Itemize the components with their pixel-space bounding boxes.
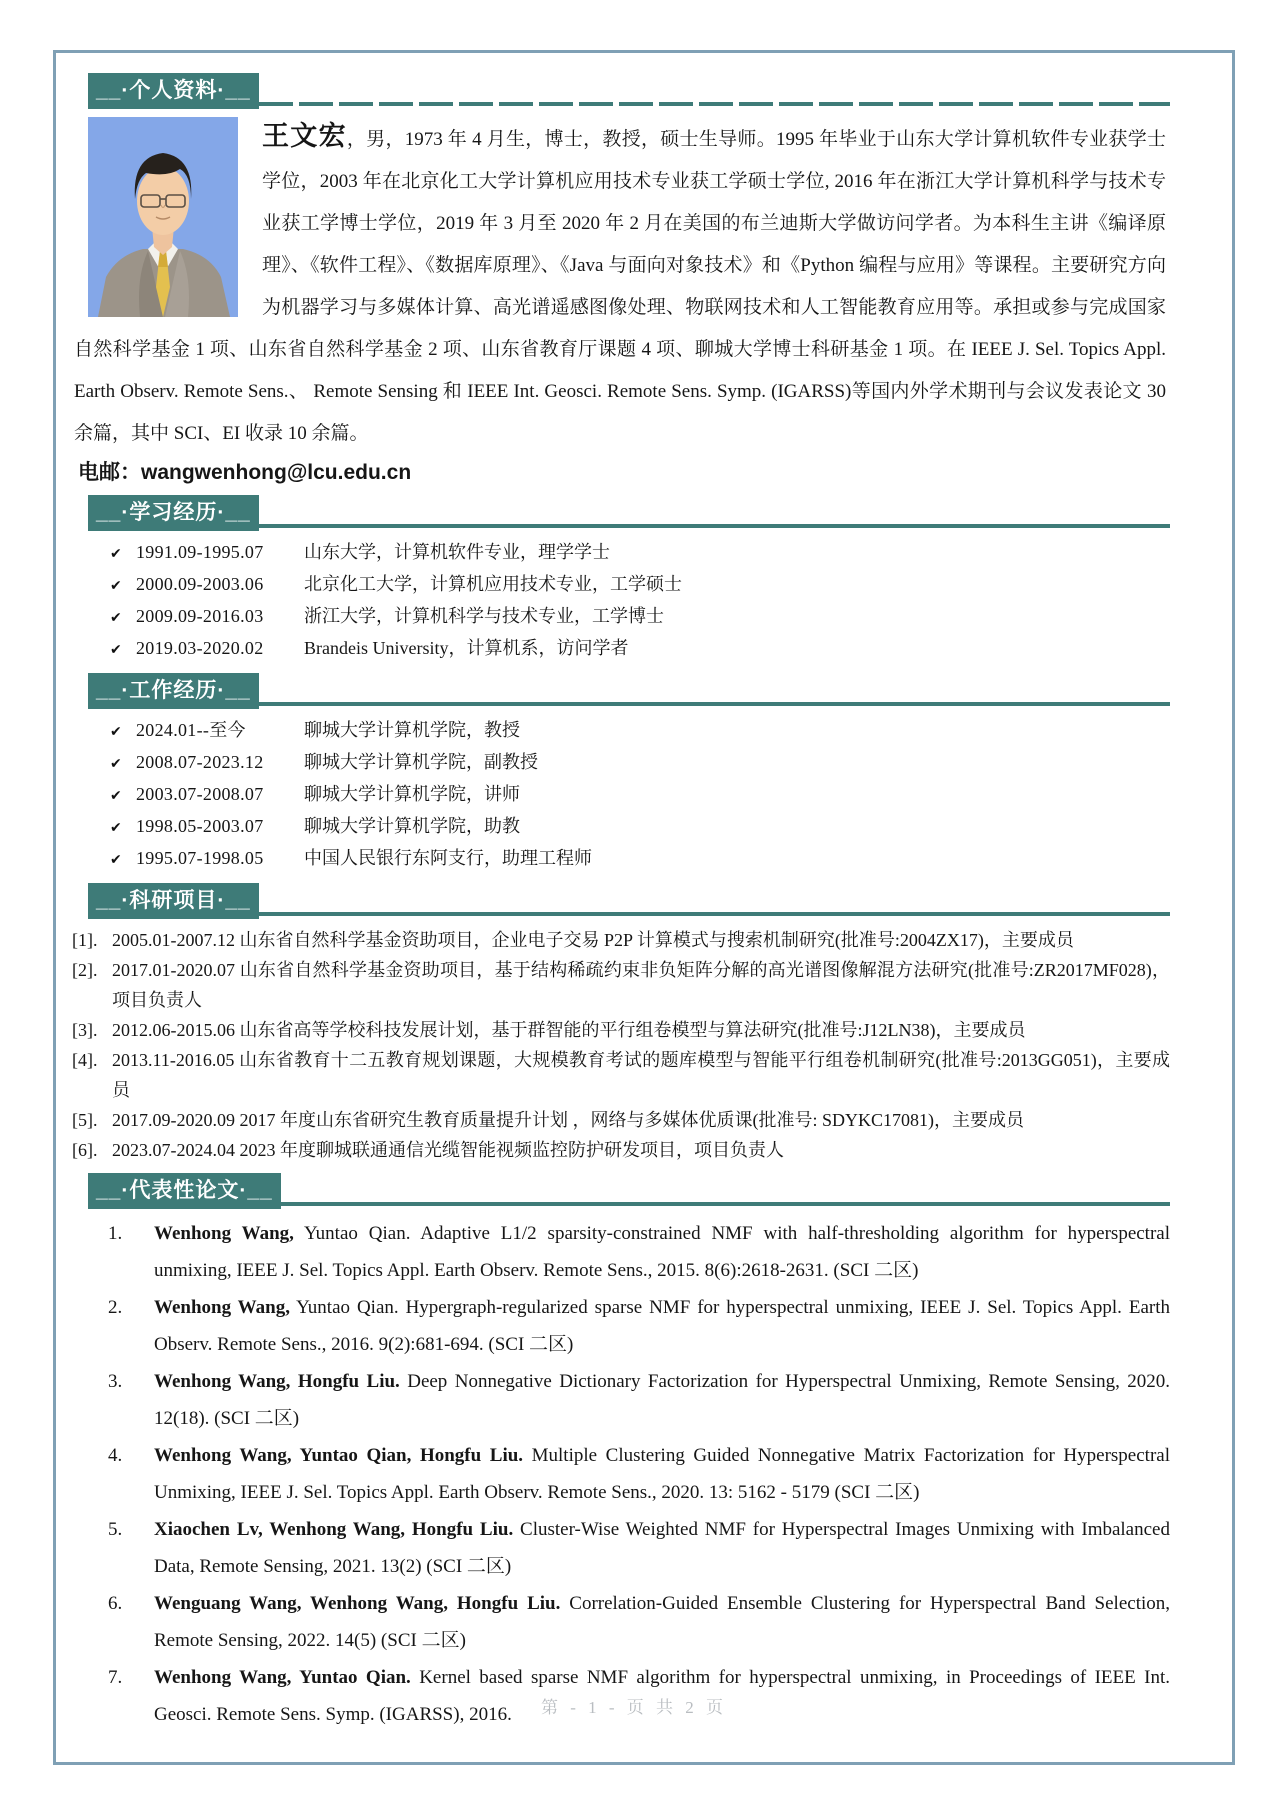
paper-citation <box>154 1215 1170 1289</box>
check-icon: ✔ <box>110 546 122 562</box>
education-row <box>70 633 1170 665</box>
project-text: 2013.11-2016.05 山东省教育十二五教育规划课题，大规模教育考试的题库模型与智能平行组卷机制研究(批准号:2013GG051)，主要成员 <box>112 1050 1170 1100</box>
work-desc: 中国人民银行东阿支行，助理工程师 <box>304 848 592 868</box>
paper-rest: Cluster-Wise Weighted NMF for Hyperspectral Images Unmixing with Imbalanced Data, Remote Sensing, 2021. 13(2) (SCI 二区) <box>154 1519 1170 1577</box>
education-period: 2009.09-2016.03 <box>136 606 264 626</box>
papers-list <box>70 1215 1170 1733</box>
section-header-projects <box>70 883 1170 919</box>
page-number-footer: 第 - 1 - 页 共 2 页 <box>540 1698 728 1717</box>
paper-rest: Multiple Clustering Guided Nonnegative Matrix Factorization for Hyperspectral Unmixing, IEEE J. Sel. Topics Appl. Earth Observ. Remote Sens., 2020. 13: 5162 - 5179 (SCI 二区) <box>154 1445 1170 1503</box>
section-header-work <box>70 673 1170 709</box>
project-row <box>70 1045 1170 1105</box>
education-desc: Brandeis University，计算机系，访问学者 <box>304 638 629 658</box>
paper-citation <box>154 1363 1170 1437</box>
paper-authors: Wenhong Wang, <box>154 1297 290 1318</box>
work-row <box>70 747 1170 779</box>
work-desc: 聊城大学计算机学院，教授 <box>304 720 520 740</box>
portrait-photo <box>88 117 238 317</box>
section-header-education <box>70 495 1170 531</box>
education-section-badge: __·学习经历·__ <box>88 495 259 531</box>
paper-citation <box>154 1289 1170 1363</box>
paper-row <box>70 1215 1170 1289</box>
papers-section-rule <box>281 1202 1170 1206</box>
projects-list <box>70 925 1170 1165</box>
paper-row <box>70 1585 1170 1659</box>
papers-section-badge: __·代表性论文·__ <box>88 1173 281 1209</box>
paper-rest: Kernel based sparse NMF algorithm for hyperspectral unmixing, in Proceedings of IEEE Int. Geosci. Remote Sens. Symp. (IGARSS), 2016. <box>154 1667 1170 1725</box>
paper-row <box>70 1437 1170 1511</box>
paper-rest: Correlation-Guided Ensemble Clustering for Hyperspectral Band Selection, Remote Sensing, 2022. 14(5) (SCI 二区) <box>154 1593 1171 1651</box>
email-line <box>78 457 1166 489</box>
paper-authors: Wenhong Wang, Hongfu Liu. <box>154 1371 400 1392</box>
paper-number: 7. <box>108 1667 123 1688</box>
profile-section-rule <box>259 102 1170 106</box>
work-row <box>70 715 1170 747</box>
check-icon: ✔ <box>110 820 122 836</box>
project-text: 2017.01-2020.07 山东省自然科学基金资助项目，基于结构稀疏约束非负矩阵分解的高光谱图像解混方法研究(批准号:ZR2017MF028)，项目负责人 <box>112 960 1170 1010</box>
work-period: 2024.01--至今 <box>136 720 246 740</box>
education-desc: 山东大学，计算机软件专业，理学学士 <box>304 542 610 562</box>
work-period: 2003.07-2008.07 <box>136 784 264 804</box>
profile-block <box>74 115 1166 489</box>
project-number: [6]. <box>72 1140 98 1160</box>
paper-authors: Wenhong Wang, Yuntao Qian, Hongfu Liu. <box>154 1445 524 1466</box>
paper-row <box>70 1363 1170 1437</box>
education-section-rule <box>259 524 1170 528</box>
work-desc: 聊城大学计算机学院，讲师 <box>304 784 520 804</box>
person-name: 王文宏 <box>262 121 347 151</box>
paper-authors: Wenhong Wang, <box>154 1223 294 1244</box>
education-period: 1991.09-1995.07 <box>136 542 264 562</box>
paper-row <box>70 1289 1170 1363</box>
project-text: 2012.06-2015.06 山东省高等学校科技发展计划，基于群智能的平行组卷模型与算法研究(批准号:J12LN38)，主要成员 <box>112 1020 1026 1040</box>
project-number: [5]. <box>72 1110 98 1130</box>
work-period: 2008.07-2023.12 <box>136 752 264 772</box>
check-icon: ✔ <box>110 610 122 626</box>
paper-citation <box>154 1585 1170 1659</box>
check-icon: ✔ <box>110 788 122 804</box>
work-row <box>70 843 1170 875</box>
project-text: 2023.07-2024.04 2023 年度聊城联通通信光缆智能视频监控防护研发项目，项目负责人 <box>112 1140 784 1160</box>
section-header-profile <box>70 73 1170 109</box>
work-list <box>70 715 1170 875</box>
page-border-frame <box>53 50 1235 1765</box>
email-address: wangwenhong@lcu.edu.cn <box>141 461 412 484</box>
work-desc: 聊城大学计算机学院，助教 <box>304 816 520 836</box>
paper-number: 1. <box>108 1223 123 1244</box>
paper-citation <box>154 1437 1170 1511</box>
education-period: 2019.03-2020.02 <box>136 638 264 658</box>
paper-number: 6. <box>108 1593 123 1614</box>
email-label: 电邮： <box>78 461 141 484</box>
paper-rest: Yuntao Qian. Hypergraph-regularized sparse NMF for hyperspectral unmixing, IEEE J. Sel. Topics Appl. Earth Observ. Remote Sens., 2016. 9(2):681-694. (SCI 二区) <box>154 1297 1170 1355</box>
project-number: [2]. <box>72 960 98 980</box>
bio-text: ，男，1973 年 4 月生，博士，教授，硕士生导师。1995 年毕业于山东大学计算机软件专业获学士学位，2003 年在北京化工大学计算机应用技术专业获工学硕士学位, 2016 年在浙江大学计算机科学与技术专业获工学博士学位，2019 年 3 月至 2020 年 2 月在美国的布兰迪斯大学做访问学者。为本科生主讲《编译原理》、《软件工程》、《数据库原理》、《Java 与面向对象技术》和《Python 编程与应用》等课程。主要研究方向为机器学习与多媒体计算、高光谱遥感图像处理、物联网技术和人工智能教育应用等。承担或参与完成国家自然科学基金 1 项、山东省自然科学基金 2 项、山东省教育厅课题 4 项、聊城大学博士科研基金 1 项。在 IEEE J. Sel. Topics Appl. Earth Observ. Remote Sens.、 Remote Sensing 和 IEEE Int. Geosci. Remote Sens. Symp. (IGARSS)等国内外学术期刊与会议发表论文 30 余篇，其中 SCI、EI 收录 10 余篇。 <box>74 129 1166 444</box>
education-desc: 浙江大学，计算机科学与技术专业，工学博士 <box>304 606 664 626</box>
education-desc: 北京化工大学，计算机应用技术专业，工学硕士 <box>304 574 682 594</box>
paper-number: 2. <box>108 1297 123 1318</box>
work-period: 1998.05-2003.07 <box>136 816 264 836</box>
check-icon: ✔ <box>110 578 122 594</box>
check-icon: ✔ <box>110 852 122 868</box>
paper-number: 3. <box>108 1371 123 1392</box>
work-section-badge: __·工作经历·__ <box>88 673 259 709</box>
work-desc: 聊城大学计算机学院，副教授 <box>304 752 538 772</box>
paper-citation <box>154 1511 1170 1585</box>
work-row <box>70 779 1170 811</box>
projects-section-rule <box>259 912 1170 916</box>
education-row <box>70 601 1170 633</box>
project-number: [3]. <box>72 1020 98 1040</box>
project-text: 2005.01-2007.12 山东省自然科学基金资助项目，企业电子交易 P2P 计算模式与搜索机制研究(批准号:2004ZX17)，主要成员 <box>112 930 1074 950</box>
paper-authors: Wenguang Wang, Wenhong Wang, Hongfu Liu. <box>154 1593 561 1614</box>
paper-rest: Deep Nonnegative Dictionary Factorization for Hyperspectral Unmixing, Remote Sensing, 2020. 12(18). (SCI 二区) <box>154 1371 1170 1429</box>
paper-rest: Yuntao Qian. Adaptive L1/2 sparsity-constrained NMF with half-thresholding algorithm for hyperspectral unmixing, IEEE J. Sel. Topics Appl. Earth Observ. Remote Sens., 2015. 8(6):2618-2631. (SCI 二区) <box>154 1223 1170 1281</box>
work-row <box>70 811 1170 843</box>
project-text: 2017.09-2020.09 2017 年度山东省研究生教育质量提升计划 ，网络与多媒体优质课(批准号: SDYKC17081)，主要成员 <box>112 1110 1024 1130</box>
education-row <box>70 569 1170 601</box>
check-icon: ✔ <box>110 756 122 772</box>
project-row <box>70 925 1170 955</box>
check-icon: ✔ <box>110 724 122 740</box>
project-row <box>70 955 1170 1015</box>
project-row <box>70 1135 1170 1165</box>
education-period: 2000.09-2003.06 <box>136 574 264 594</box>
project-number: [4]. <box>72 1050 98 1070</box>
paper-authors: Wenhong Wang, Yuntao Qian. <box>154 1667 411 1688</box>
project-row <box>70 1105 1170 1135</box>
project-number: [1]. <box>72 930 98 950</box>
paper-number: 4. <box>108 1445 123 1466</box>
work-period: 1995.07-1998.05 <box>136 848 264 868</box>
education-row <box>70 537 1170 569</box>
paper-row <box>70 1511 1170 1585</box>
check-icon: ✔ <box>110 642 122 658</box>
paper-authors: Xiaochen Lv, Wenhong Wang, Hongfu Liu. <box>154 1519 514 1540</box>
project-row <box>70 1015 1170 1045</box>
projects-section-badge: __·科研项目·__ <box>88 883 259 919</box>
paper-number: 5. <box>108 1519 123 1540</box>
profile-section-badge: __·个人资料·__ <box>88 73 259 109</box>
education-list <box>70 537 1170 665</box>
section-header-papers <box>70 1173 1170 1209</box>
work-section-rule <box>259 702 1170 706</box>
